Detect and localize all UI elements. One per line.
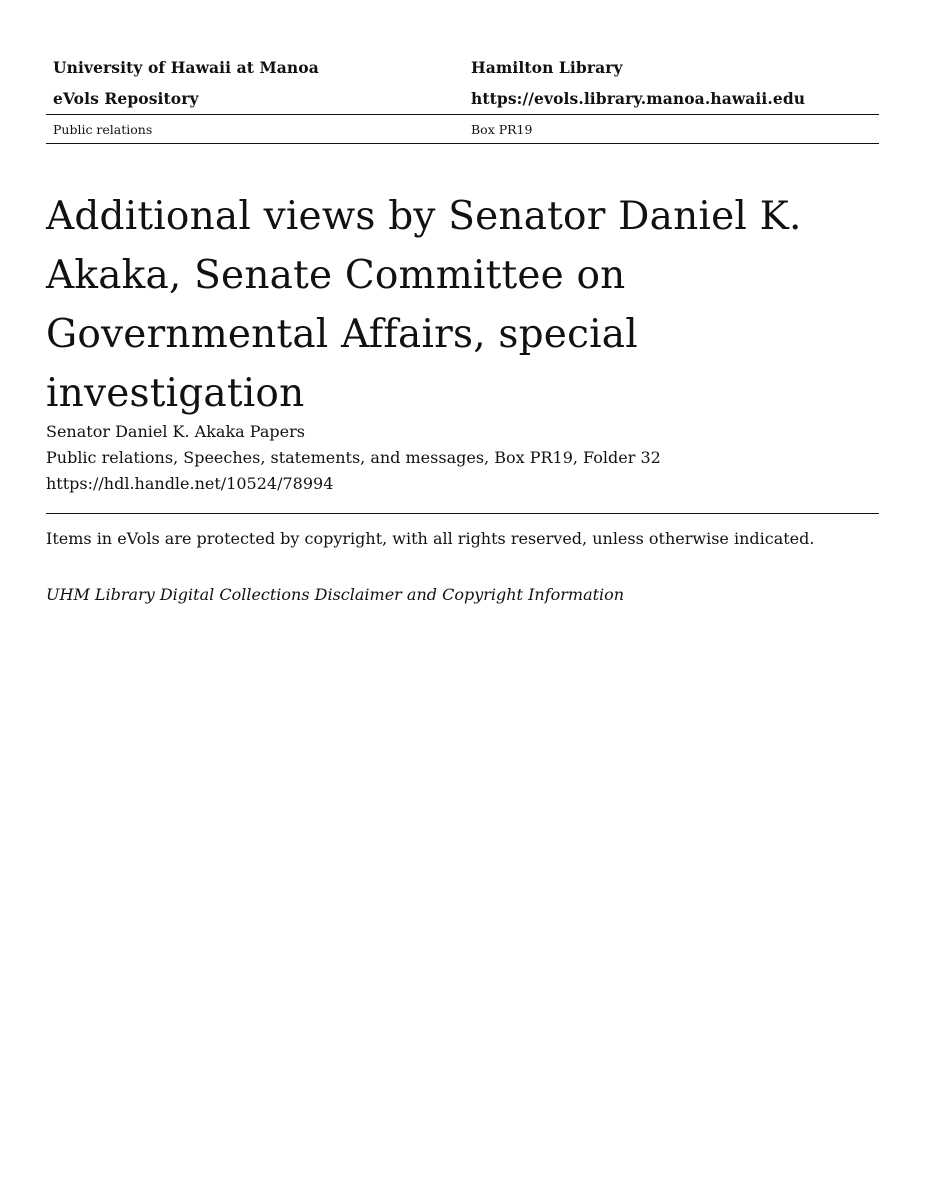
disclaimer-link[interactable]: UHM Library Digital Collections Disclaimer and Copyright Information — [46, 585, 625, 604]
series-label: Public relations — [53, 121, 153, 137]
citation-divider — [46, 513, 879, 514]
document-title — [46, 187, 879, 423]
citation-block — [46, 419, 879, 497]
repository-url-link[interactable]: https://evols.library.manoa.hawaii.edu — [471, 89, 806, 108]
repository-name: eVols Repository — [53, 89, 199, 108]
header-row-1 — [46, 52, 879, 83]
header-row-2 — [46, 83, 879, 114]
cover-page — [46, 0, 879, 1200]
title-line-1: Additional views by Senator Daniel K. — [46, 194, 802, 239]
library-name: Hamilton Library — [471, 58, 623, 77]
handle-link[interactable]: https://hdl.handle.net/10524/78994 — [46, 474, 334, 493]
collection-name: Senator Daniel K. Akaka Papers — [46, 422, 305, 441]
title-line-3: Governmental Affairs, special investigation — [46, 312, 638, 416]
header-table — [46, 52, 879, 144]
header-divider-bottom — [46, 143, 879, 144]
box-label: Box PR19 — [471, 121, 533, 137]
title-line-2: Akaka, Senate Committee on — [46, 253, 626, 298]
folder-location: Public relations, Speeches, statements, and messages, Box PR19, Folder 32 — [46, 448, 661, 467]
header-row-3 — [46, 115, 879, 143]
institution-name: University of Hawaii at Manoa — [53, 58, 319, 77]
rights-statement: Items in eVols are protected by copyright, with all rights reserved, unless otherwise indicated. — [46, 529, 815, 548]
